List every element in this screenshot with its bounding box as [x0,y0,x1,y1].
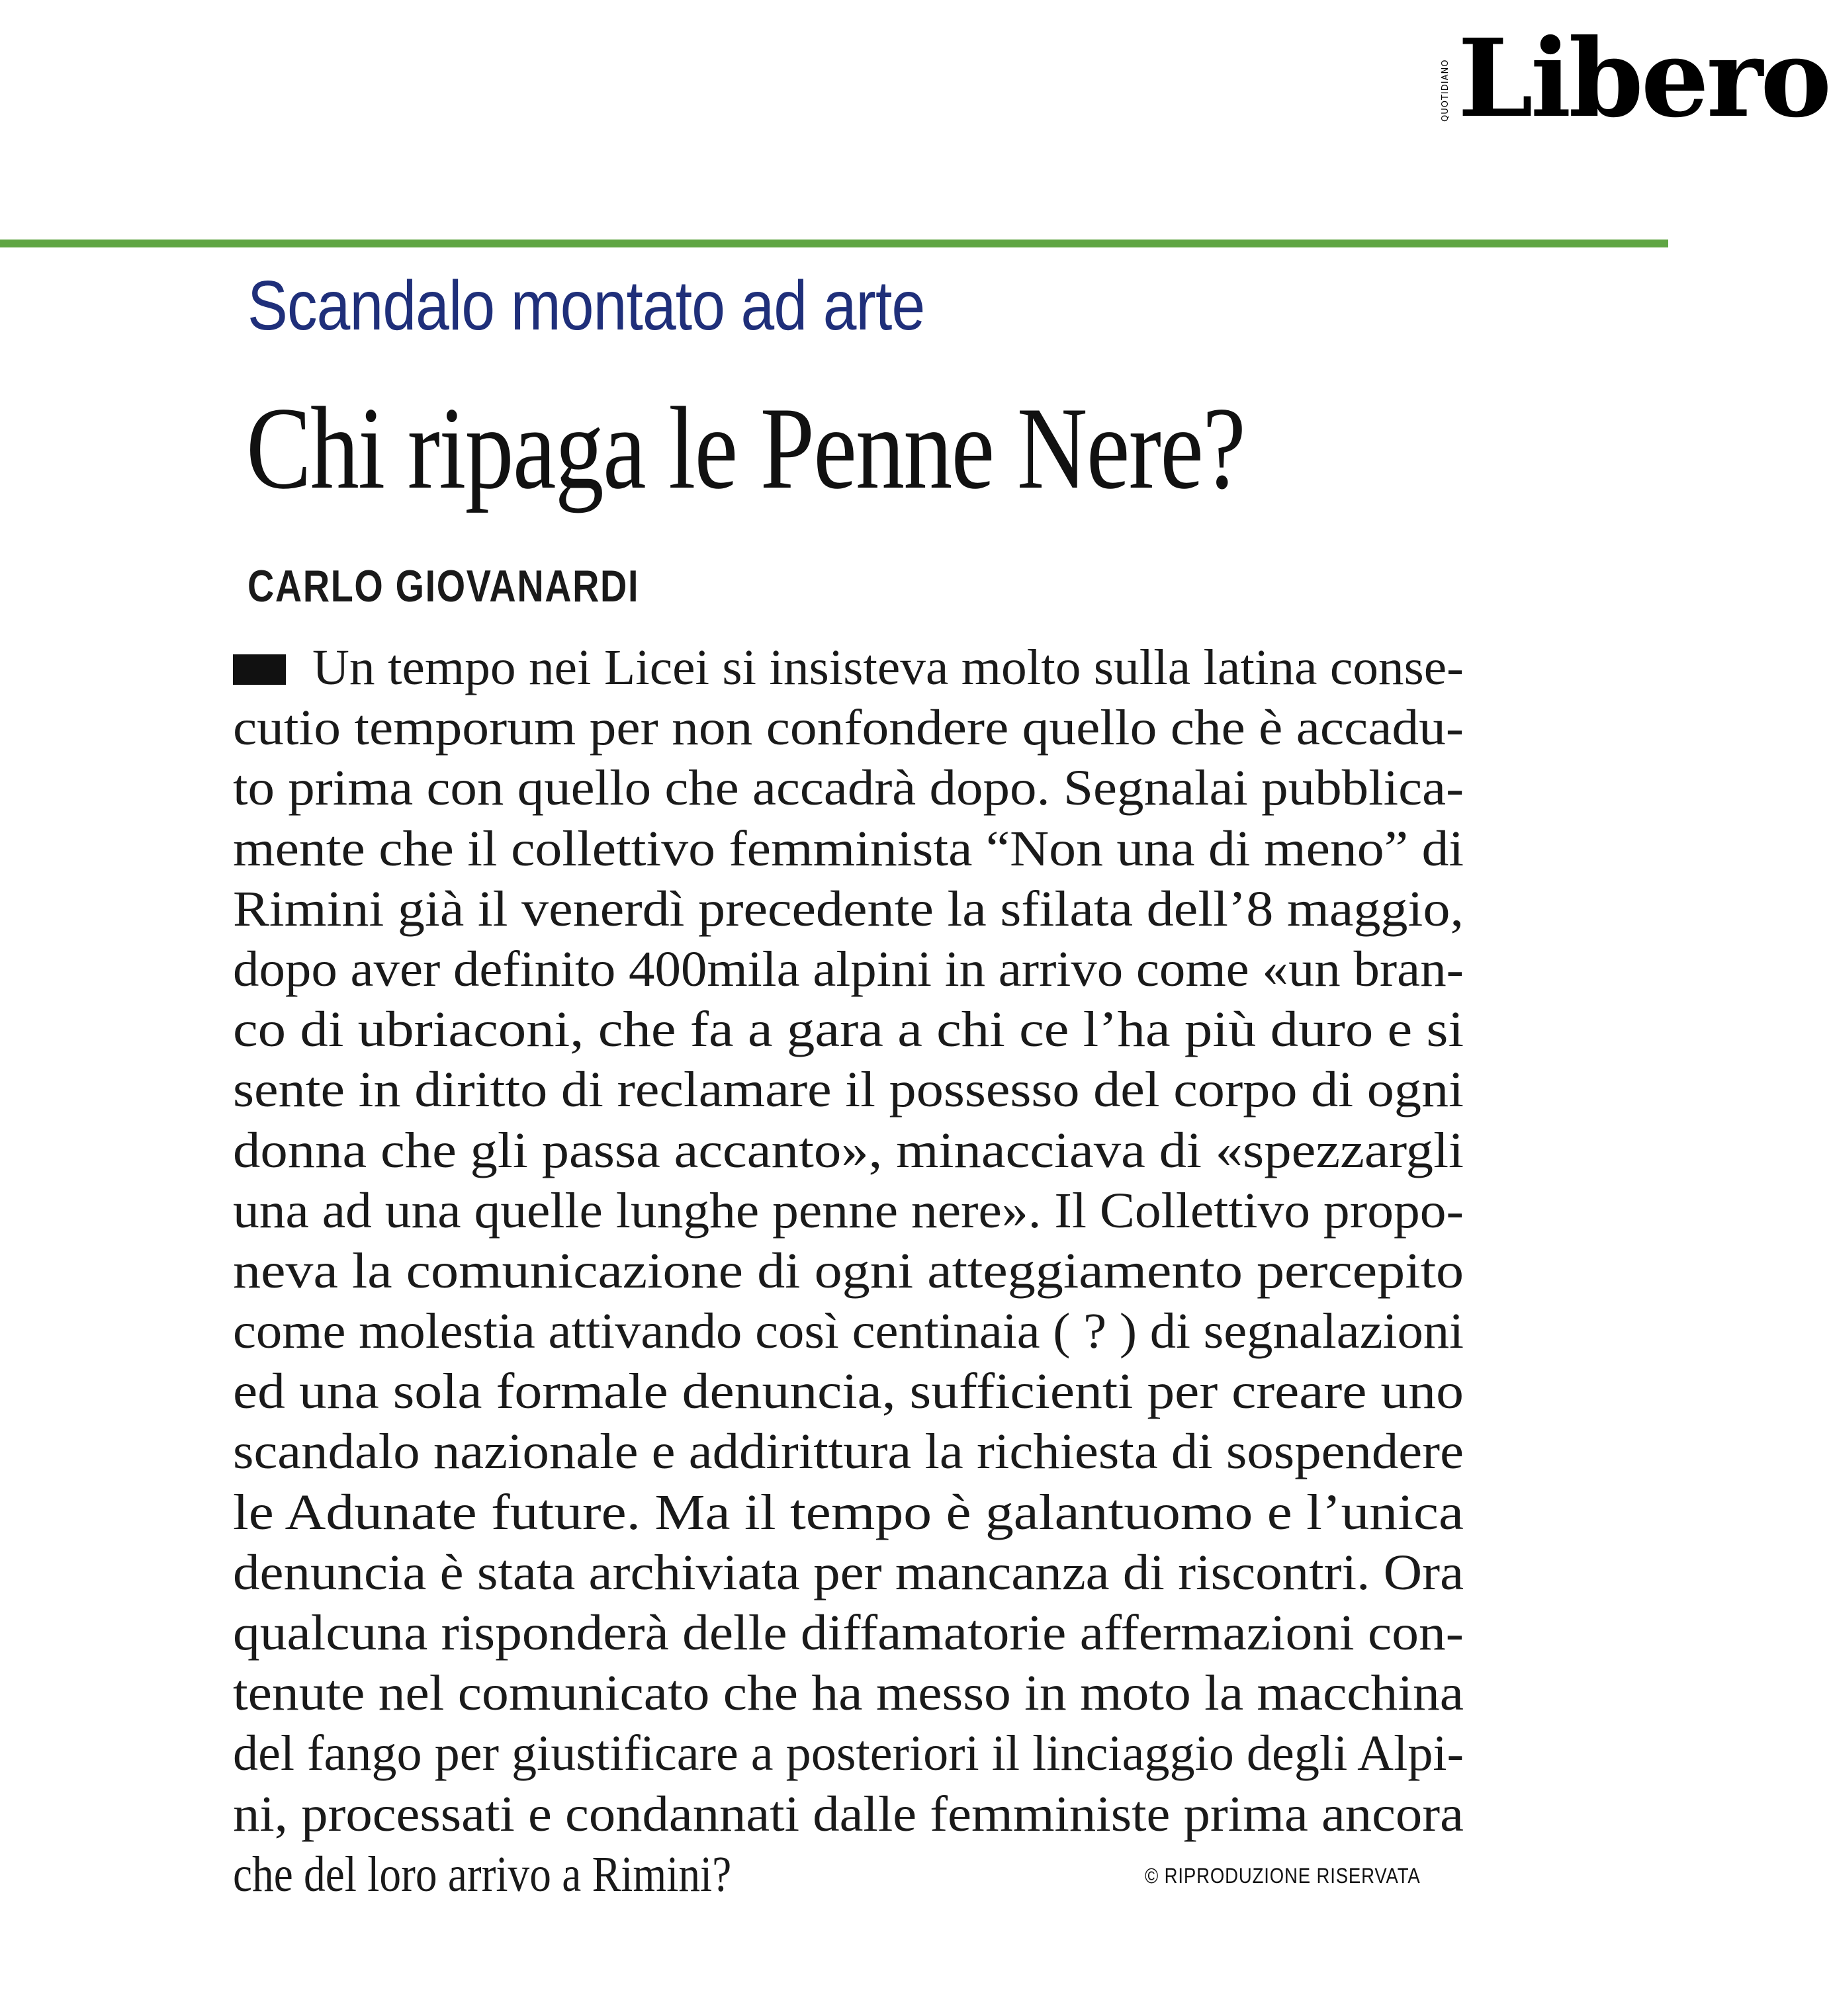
body-line-text: scandalo nazionale e addirittura la richiesta di sospendere [233,1424,1464,1480]
body-line [233,879,1477,940]
body-line-text: tenute nel comunicato che ha messo in moto la macchina [233,1665,1464,1722]
logo-tagline: QUOTIDIANO [1441,59,1450,122]
libero-logo [718,15,1829,142]
body-line-text: del fango per giustificare a posteriori il linciaggio degli Alpi- [233,1726,1464,1782]
body-line [233,819,1477,879]
masthead [0,0,1829,238]
body-line [233,940,1477,1000]
body-line [233,1784,1477,1845]
article-byline: CARLO GIOVANARDI [247,561,640,611]
body-line-text: come molestia attivando così centinaia ( ? ) di segnalazioni [233,1303,1464,1360]
body-line [233,1603,1477,1663]
body-line-text: ni, processati e condannati dalle femministe prima ancora [233,1786,1464,1842]
body-line [233,638,1477,698]
body-line [233,1000,1477,1060]
body-line [233,1663,1477,1724]
body-line-text: che del loro arrivo a Rimini? [233,1846,732,1902]
article-headline: Chi ripaga le Penne Nere? [246,382,1245,513]
body-line [233,1724,1477,1784]
copyright-notice: © RIPRODUZIONE RISERVATA [1145,1864,1421,1888]
body-line-text: Un tempo nei Licei si insisteva molto sulla latina conse- [312,640,1464,695]
body-line-text: donna che gli passa accanto», minacciava di «spezzargli [233,1122,1464,1178]
body-line [233,1543,1477,1603]
body-line [233,1422,1477,1482]
body-line [233,1241,1477,1301]
body-line [233,1362,1477,1422]
body-line-text: co di ubriaconi, che fa a gara a chi ce l’ha più duro e si [233,1002,1464,1058]
body-line-text: mente che il collettivo femminista “Non una di meno” di [233,820,1464,877]
body-line-text: denuncia è stata archiviata per mancanza di riscontri. Ora [233,1544,1464,1600]
body-line-text: neva la comunicazione di ogni atteggiamento percepito [233,1243,1464,1299]
body-line-text: to prima con quello che accadrà dopo. Segnalai pubblica- [233,760,1464,816]
body-line-text: le Adunate future. Ma il tempo è galantuomo e l’unica [233,1484,1464,1540]
section-divider [0,240,1668,247]
body-line-text: ed una sola formale denuncia, sufficienti per creare uno [233,1364,1464,1420]
paragraph-marker-icon [233,654,286,685]
body-line [233,1483,1477,1543]
body-line-text: dopo aver definito 400mila alpini in arrivo come «un bran- [233,941,1464,997]
body-line-text: una ad una quelle lunghe penne nere». Il Collettivo propo- [233,1182,1464,1239]
body-line [233,1181,1477,1241]
body-line-text: Rimini già il venerdì precedente la sfilata dell’8 maggio, [233,881,1464,937]
body-line [233,758,1477,818]
body-line [233,698,1477,758]
body-line [233,1301,1477,1362]
logo-wordmark: Libero [1458,16,1829,142]
article-body [233,638,1477,1905]
body-line [233,1121,1477,1181]
article-kicker: Scandalo montato ad arte [247,267,925,345]
body-line-text: sente in diritto di reclamare il possesso del corpo di ogni [233,1062,1464,1118]
body-line [233,1060,1477,1120]
body-line-text: qualcuna risponderà delle diffamatorie affermazioni con- [233,1605,1464,1661]
body-line-text: cutio temporum per non confondere quello che è accadu- [233,700,1464,756]
